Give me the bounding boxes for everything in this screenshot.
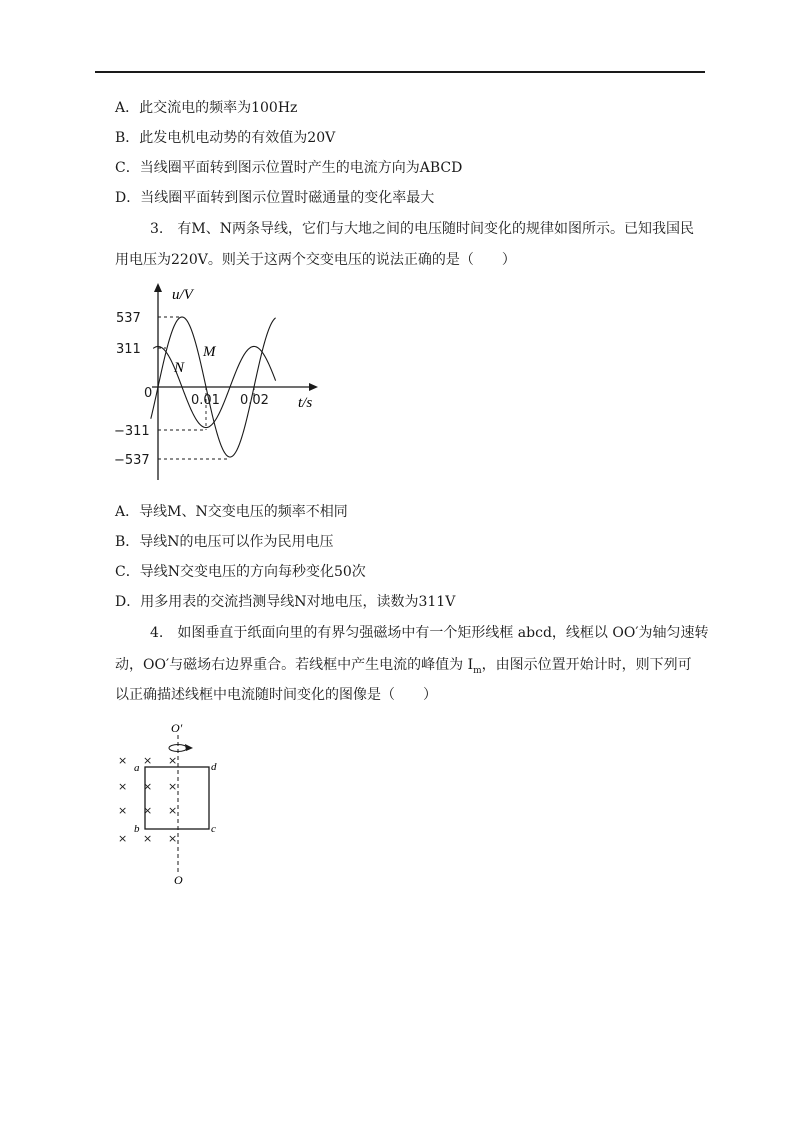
q4-stem-line3: 以正确描述线框中电流随时间变化的图像是（ ） — [115, 687, 437, 703]
svg-text:×: × — [168, 804, 178, 817]
corner-d: d — [211, 761, 217, 773]
y-axis-label: u/V — [172, 287, 193, 303]
coil-rect — [145, 767, 209, 829]
q3-stem-line1: 3. 有M、N两条导线，它们与大地之间的电压随时间变化的规律如图所示。已知我国民 — [150, 221, 694, 237]
svg-text:×: × — [143, 832, 153, 845]
x-tick-002: 0.02 — [240, 393, 269, 408]
q3-option-a: A．导线M、N交变电压的频率不相同 — [115, 504, 348, 520]
curve-label-n: N — [174, 360, 185, 376]
q3-voltage-graph — [110, 280, 330, 480]
svg-text:×: × — [168, 754, 178, 767]
x-tick-001: 0.01 — [191, 393, 220, 408]
axis-label-o: O — [174, 873, 183, 887]
q3-stem-line2: 用电压为220V。则关于这两个交变电压的说法正确的是（ ） — [115, 252, 516, 268]
corner-c: c — [211, 823, 216, 835]
q2-option-d: D．当线圈平面转到图示位置时磁通量的变化率最大 — [115, 190, 435, 206]
corner-a: a — [134, 762, 140, 774]
magnetic-field-marks — [118, 754, 177, 845]
q2-option-b: B．此发电机电动势的有效值为20V — [115, 130, 336, 146]
svg-text:×: × — [168, 780, 178, 793]
svg-text:×: × — [118, 804, 128, 817]
svg-text:×: × — [143, 780, 153, 793]
y-tick-537: 537 — [116, 311, 141, 326]
q4-stem-line1: 4. 如图垂直于纸面向里的有界匀强磁场中有一个矩形线框 abcd，线框以 OO′为轴匀速转 — [150, 625, 709, 641]
q4-stem-line2: 动，OO′与磁场右边界重合。若线框中产生电流的峰值为 $I_m$，由图示位置开始计时，则下列可 — [115, 657, 692, 676]
y-tick-neg-537: −537 — [114, 453, 150, 468]
x-axis-arrow — [309, 383, 318, 391]
svg-text:×: × — [118, 754, 128, 767]
q2-option-c: C．当线圈平面转到图示位置时产生的电流方向为ABCD — [115, 160, 463, 176]
q3-option-b: B．导线N的电压可以作为民用电压 — [115, 534, 334, 550]
y-tick-311: 311 — [116, 342, 141, 357]
axis-label-o-prime: O′ — [171, 721, 183, 735]
q2-option-a: A．此交流电的频率为100Hz — [115, 100, 298, 116]
svg-text:×: × — [118, 780, 128, 793]
y-tick-neg-311: −311 — [114, 424, 150, 439]
x-axis-label: t/s — [298, 395, 313, 411]
y-axis-arrow — [154, 283, 162, 292]
svg-text:×: × — [168, 832, 178, 845]
q3-option-c: C．导线N交变电压的方向每秒变化50次 — [115, 564, 366, 580]
svg-text:×: × — [118, 832, 128, 845]
q3-option-d: D．用多用表的交流挡测导线N对地电压，读数为311V — [115, 594, 456, 610]
origin-label: 0 — [144, 386, 153, 401]
corner-b: b — [134, 823, 140, 835]
q4-coil-figure — [112, 718, 222, 888]
svg-text:×: × — [143, 804, 153, 817]
curve-label-m: M — [203, 344, 216, 360]
svg-text:×: × — [143, 754, 153, 767]
header-rule — [95, 71, 705, 73]
